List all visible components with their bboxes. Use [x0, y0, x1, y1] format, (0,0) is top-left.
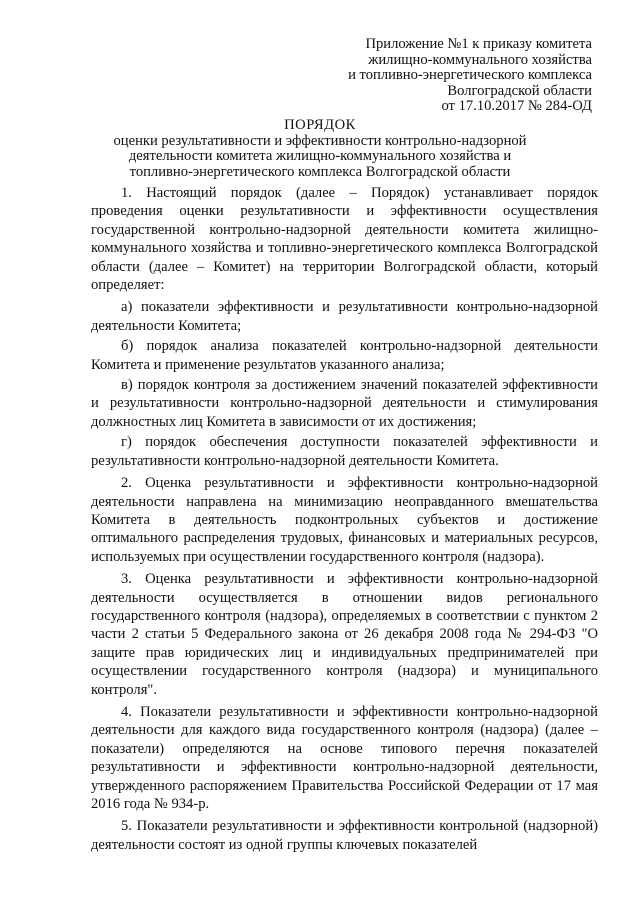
- paragraph-1c: в) порядок контроля за достижением значений показателей эффективности и результативности контрольно-надзорной деятельности и стимулирования должностных лиц Комитета в зависимости от их достижения;: [91, 377, 598, 430]
- paragraph-5: 5. Показатели результативности и эффективности контрольной (надзорной) деятельности состоят из одной группы ключевых показателей: [91, 818, 598, 853]
- appendix-header-line: Приложение №1 к приказу комитета: [365, 36, 592, 52]
- paragraph-3: 3. Оценка результативности и эффективности контрольно-надзорной деятельности осуществляется в отношении видов регионального государственного контроля (надзора), определяемых в соответствии с пунктом 2 части 2 статьи 5 Федерального закона от 26 декабря 2008 года № 294-ФЗ "О защите прав юридических лиц и индивидуальных предпринимателей при осуществлении государственного контроля (надзора) и муниципального контроля".: [91, 571, 598, 698]
- appendix-header-line: и топливно-энергетического комплекса: [348, 67, 592, 83]
- document-title: [0, 118, 640, 180]
- document-subtitle-line: топливно-энергетического комплекса Волгоградской области: [129, 163, 511, 180]
- paragraph-2: 2. Оценка результативности и эффективности контрольно-надзорной деятельности направлена на минимизацию неоправданного вмешательства Комитета в деятельность подконтрольных субъектов и достижение оптимального распределения трудовых, финансовых и материальных ресурсов, используемых при осуществлении государственного контроля (надзора).: [91, 475, 598, 565]
- paragraph-1a: а) показатели эффективности и результативности контрольно-надзорной деятельности Комитета;: [91, 299, 598, 334]
- document-subtitle-line: деятельности комитета жилищно-коммунального хозяйства и: [128, 148, 512, 164]
- document-body: [91, 184, 598, 858]
- appendix-header-line: Волгоградской области: [447, 82, 592, 99]
- paragraph-1b: б) порядок анализа показателей контрольно-надзорной деятельности Комитета и применение результатов указанного анализа;: [91, 338, 598, 373]
- paragraph-1: 1. Настоящий порядок (далее – Порядок) устанавливает порядок проведения оценки результативности и эффективности осуществления государственной контрольно-надзорной деятельности комитета жилищно-коммунального хозяйства и топливно-энергетического комплекса Волгоградской области (далее – Комитет) на территории Волгоградской области, который определяет:: [91, 185, 598, 294]
- appendix-header-line: жилищно-коммунального хозяйства: [368, 51, 592, 68]
- paragraph-1d: г) порядок обеспечения доступности показателей эффективности и результативности контрольно-надзорной деятельности Комитета.: [91, 434, 598, 469]
- appendix-header-line: от 17.10.2017 № 284-ОД: [441, 98, 592, 114]
- appendix-header: [272, 37, 592, 115]
- paragraph-4: 4. Показатели результативности и эффективности контрольно-надзорной деятельности для каждого вида государственного контроля (надзора) (далее – показатели) определяются на основе типового перечня показателей результативности и эффективности контрольно-надзорной деятельности, утвержденного распоряжением Правительства Российской Федерации от 17 мая 2016 года № 934-р.: [91, 703, 598, 812]
- document-heading: ПОРЯДОК: [284, 117, 356, 133]
- document-subtitle-line: оценки результативности и эффективности контрольно-надзорной: [113, 132, 527, 149]
